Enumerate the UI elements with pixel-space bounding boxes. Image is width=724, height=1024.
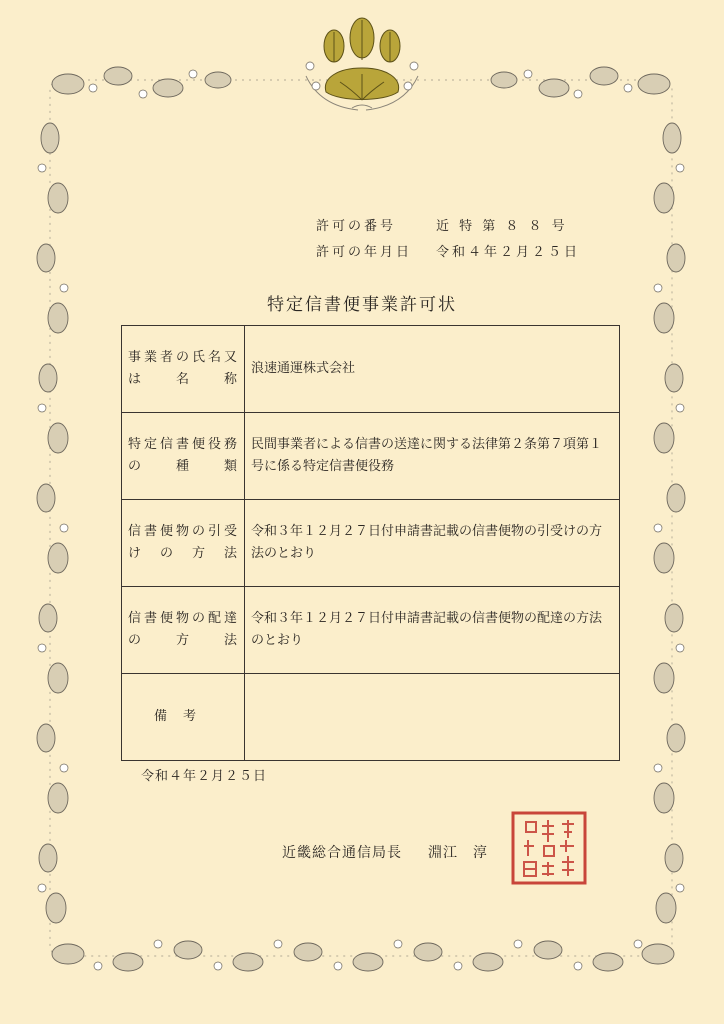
- document-title: 特定信書便事業許可状: [267, 295, 457, 315]
- issuer-name: 淵江 淳: [428, 845, 488, 861]
- permit-meta: [316, 214, 616, 266]
- permit-number-row: [316, 214, 616, 240]
- issuer: [282, 842, 488, 862]
- row-label: 事業者の氏名又は名称: [122, 326, 245, 413]
- row-value: 令和３年１２月２７日付申請書記載の信書便物の引受けの方法のとおり: [245, 500, 620, 587]
- row-label: 備考: [122, 674, 245, 761]
- permit-date-row: [316, 240, 616, 266]
- permit-number-label: 許可の番号: [316, 219, 397, 234]
- table-row: [122, 500, 620, 587]
- table-row: [122, 326, 620, 413]
- issue-date: 令和４年２月２５日: [141, 769, 268, 784]
- permit-number-value: 近 特 第 ８ ８ 号: [436, 219, 568, 234]
- permit-date-value: 令和４年２月２５日: [436, 245, 581, 260]
- table-row: [122, 413, 620, 500]
- official-seal-icon: [510, 810, 588, 886]
- issuer-title: 近畿総合通信局長: [282, 845, 402, 861]
- paulownia-crest-icon: [300, 16, 424, 116]
- row-label: 信書便物の配達の方法: [122, 587, 245, 674]
- row-value: 民間事業者による信書の送達に関する法律第２条第７項第１号に係る特定信書便役務: [245, 413, 620, 500]
- row-value: 令和３年１２月２７日付申請書記載の信書便物の配達の方法のとおり: [245, 587, 620, 674]
- row-label: 信書便物の引受けの方法: [122, 500, 245, 587]
- table-row: [122, 674, 620, 761]
- row-label: 特定信書便役務の種類: [122, 413, 245, 500]
- permit-details-table: [121, 325, 620, 761]
- row-value: [245, 674, 620, 761]
- row-value: 浪速通運株式会社: [245, 326, 620, 413]
- permit-date-label: 許可の年月日: [316, 245, 413, 260]
- table-row: [122, 587, 620, 674]
